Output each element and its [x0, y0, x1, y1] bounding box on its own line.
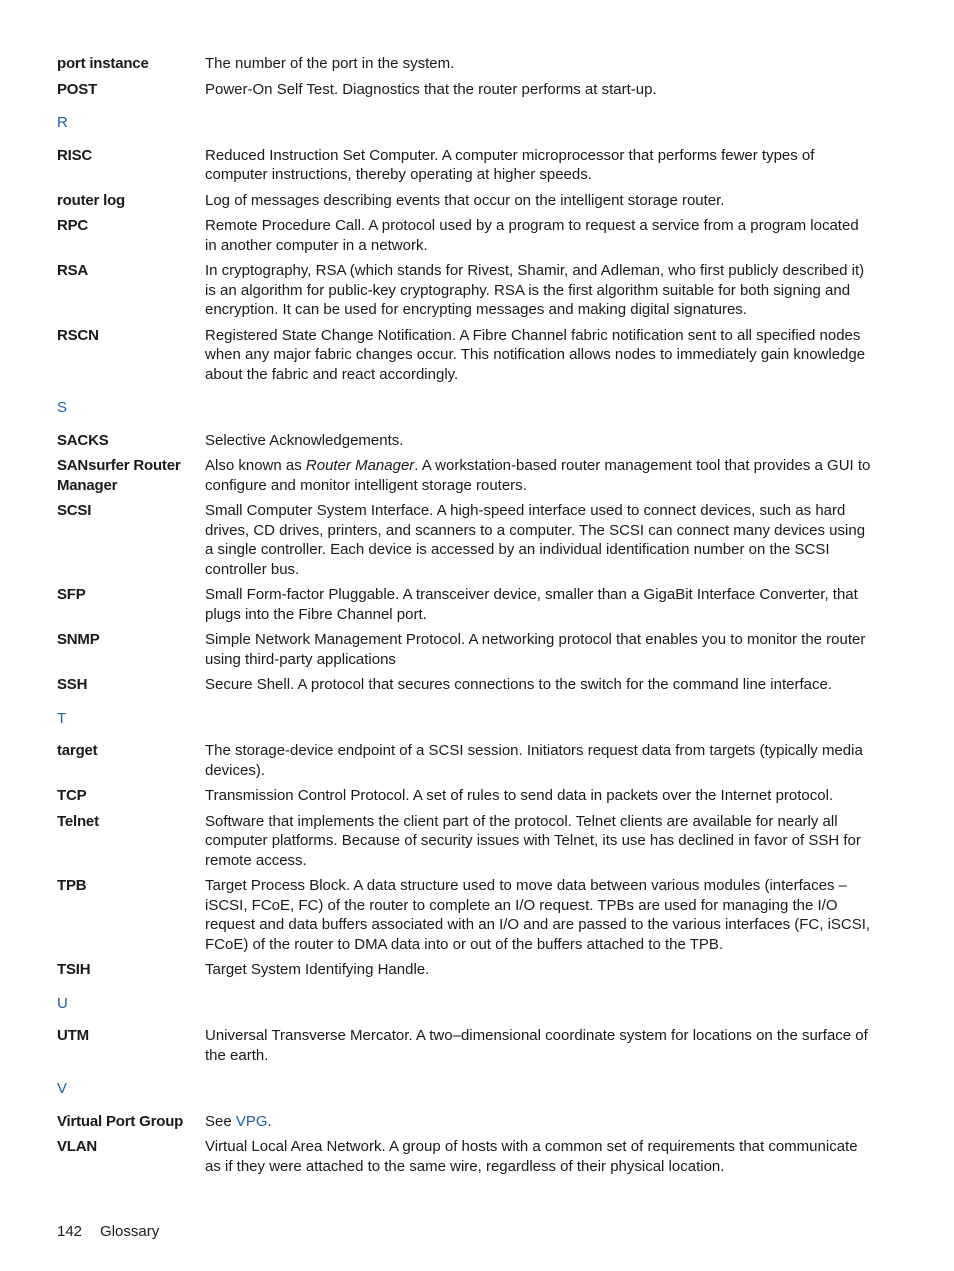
glossary-entry	[57, 1112, 872, 1132]
glossary-entry	[57, 216, 872, 255]
glossary-definition: Target System Identifying Handle.	[205, 961, 430, 978]
glossary-entry	[57, 786, 872, 806]
glossary-definition: Log of messages describing events that occur on the intelligent storage router.	[205, 191, 725, 209]
glossary-definition: Software that implements the client part of the protocol. Telnet clients are available for nearly all computer platforms. Because of security issues with Telnet, its use has declined in favor of SSH for remote access.	[205, 812, 861, 869]
glossary-definition: Reduced Instruction Set Computer. A computer microprocessor that performs fewer types of computer instructions, thereby operating at higher speeds.	[205, 146, 815, 183]
glossary-entry	[57, 431, 872, 451]
glossary-term: RSA	[57, 262, 89, 279]
glossary-term: SCSI	[57, 502, 92, 519]
glossary-term: RISC	[57, 146, 93, 164]
glossary-term: TPB	[57, 877, 87, 894]
glossary-term: Telnet	[57, 812, 99, 830]
glossary-definition: Universal Transverse Mercator. A two–dimensional coordinate system for locations on the surface of the earth.	[205, 1027, 868, 1064]
glossary-definition: The storage-device endpoint of a SCSI session. Initiators request data from targets (typically media devices).	[205, 742, 863, 779]
glossary-definition: In cryptography, RSA (which stands for Rivest, Shamir, and Adleman, who first publicly described it) is an algorithm for public-key cryptography. RSA is the first algorithm suitable for both signing and encryption. It can be used for encrypting messages and making digital signatures.	[205, 262, 865, 318]
glossary-term: SSH	[57, 676, 88, 693]
glossary-entry	[57, 741, 872, 780]
glossary-definition: Simple Network Management Protocol. A networking protocol that enables you to monitor the router using third-party applications	[205, 631, 866, 668]
glossary-term: TSIH	[57, 961, 91, 978]
definition-text: . A workstation-based router management tool that provides a GUI to configure and monitor intelligent storage routers.	[205, 457, 871, 494]
glossary-definition: Transmission Control Protocol. A set of rules to send data in packets over the Internet protocol.	[205, 787, 834, 804]
section-letter: V	[57, 1080, 68, 1097]
glossary-definition: Remote Procedure Call. A protocol used by a program to request a service from a program located in another computer in a network.	[205, 217, 859, 254]
page-number: 142	[57, 1223, 83, 1240]
glossary-entry	[57, 1026, 872, 1065]
glossary-definition: Power-On Self Test. Diagnostics that the router performs at start-up.	[205, 80, 657, 98]
glossary-entry	[57, 876, 872, 954]
glossary-definition: Selective Acknowledgements.	[205, 431, 404, 449]
glossary-term: UTM	[57, 1027, 89, 1044]
glossary-term: SANsurfer Router Manager	[57, 457, 181, 494]
glossary-term: SACKS	[57, 431, 109, 449]
glossary-term: SNMP	[57, 631, 100, 648]
glossary-list	[57, 54, 872, 1182]
glossary-definition	[205, 456, 872, 495]
glossary-term: target	[57, 742, 98, 759]
glossary-definition	[205, 1112, 872, 1132]
glossary-definition: The number of the port in the system.	[205, 55, 455, 72]
glossary-term: POST	[57, 80, 98, 98]
glossary-entry	[57, 675, 872, 695]
section-letter: T	[57, 709, 67, 727]
glossary-term: SFP	[57, 586, 86, 603]
glossary-entry	[57, 326, 872, 385]
glossary-entry	[57, 585, 872, 624]
glossary-definition: Registered State Change Notification. A Fibre Channel fabric notification sent to all specified nodes when any major fabric changes occur. This notification allows nodes to immediately gain knowledge about the fabric and react accordingly.	[205, 326, 866, 383]
glossary-term: RSCN	[57, 326, 99, 344]
section-letter: R	[57, 114, 68, 131]
definition-emphasis: Router Manager	[305, 457, 415, 474]
section-letter: S	[57, 399, 68, 416]
glossary-entry	[57, 630, 872, 669]
glossary-entry	[57, 960, 872, 980]
glossary-term: port instance	[57, 55, 149, 72]
section-letter: U	[57, 994, 68, 1012]
glossary-entry	[57, 456, 872, 495]
glossary-definition: Small Computer System Interface. A high-speed interface used to connect devices, such as hard drives, CD drives, printers, and scanners to a computer. The SCSI can connect many devices using a single controller. Each device is accessed by an individual identification number on the SCSI controller bus.	[205, 502, 866, 578]
glossary-entry	[57, 191, 872, 211]
glossary-term: VLAN	[57, 1138, 98, 1155]
glossary-entry	[57, 501, 872, 579]
definition-text: Also known as	[205, 457, 306, 474]
glossary-entry	[57, 1137, 872, 1176]
cross-reference-link[interactable]: VPG	[235, 1112, 268, 1130]
glossary-definition: Secure Shell. A protocol that secures connections to the switch for the command line interface.	[205, 676, 833, 693]
glossary-definition: Virtual Local Area Network. A group of hosts with a common set of requirements that communicate as if they were attached to the same wire, regardless of their physical location.	[205, 1138, 858, 1175]
glossary-entry	[57, 80, 872, 100]
glossary-entry	[57, 261, 872, 320]
glossary-definition: Small Form-factor Pluggable. A transceiver device, smaller than a GigaBit Interface Converter, that plugs into the Fibre Channel port.	[205, 586, 858, 623]
definition-text: .	[267, 1112, 272, 1130]
glossary-term: router log	[57, 191, 125, 209]
glossary-entry	[57, 54, 872, 74]
glossary-entry	[57, 812, 872, 871]
glossary-term: TCP	[57, 787, 87, 804]
glossary-term: Virtual Port Group	[57, 1112, 184, 1130]
glossary-definition: Target Process Block. A data structure used to move data between various modules (interfaces – iSCSI, FCoE, FC) of the router to complete an I/O request. TPBs are used for managing the I/O request and data buffers associated with an I/O and are passed to the various interfaces (FC, iSCSI, FCoE) of the router to DMA data into or out of the buffers attached to the TPB.	[205, 877, 871, 953]
glossary-term: RPC	[57, 217, 89, 234]
page-footer	[57, 1222, 159, 1241]
footer-section-title: Glossary	[100, 1223, 160, 1240]
definition-text: See	[205, 1112, 236, 1130]
glossary-entry	[57, 146, 872, 185]
